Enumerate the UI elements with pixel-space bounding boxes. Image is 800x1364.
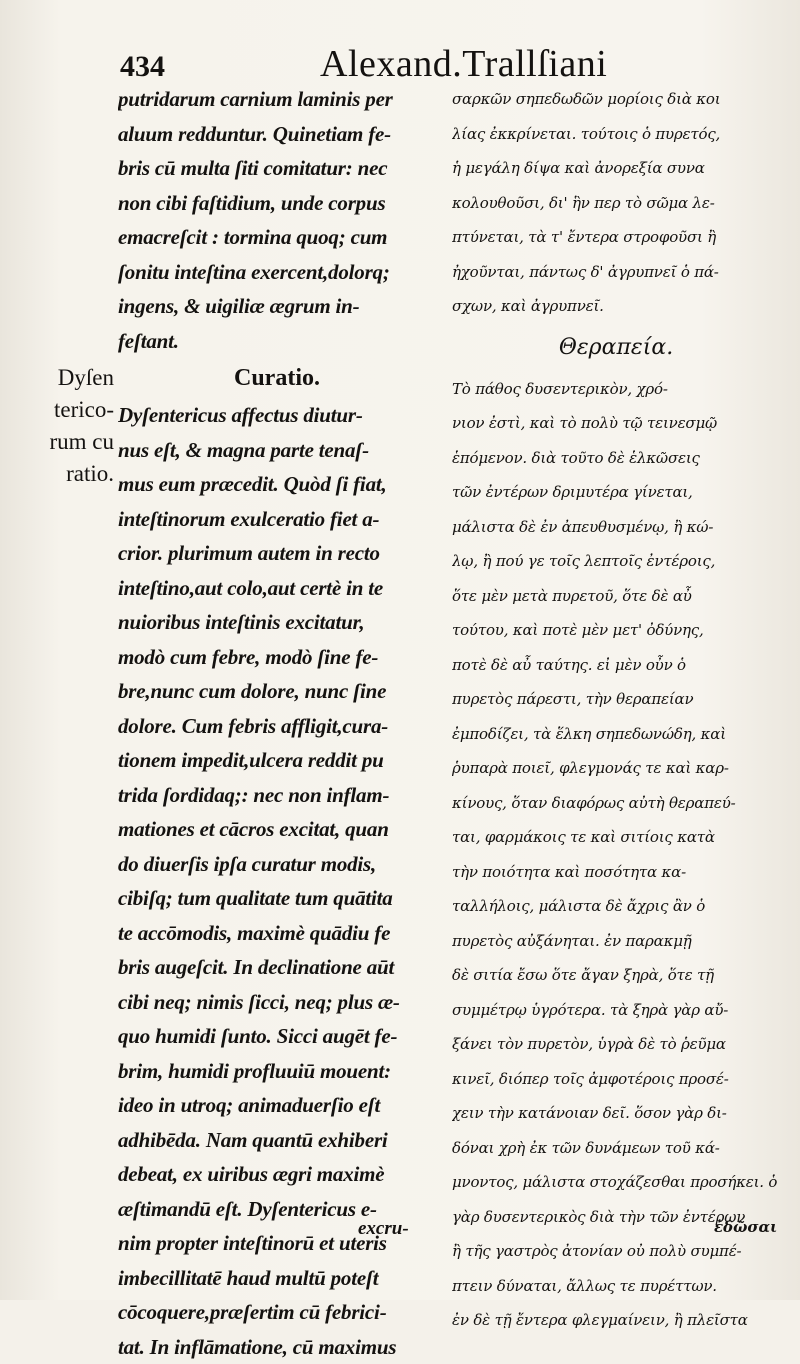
greek-text-line: γὰρ δυσεντερικὸς διὰ τὴν τῶν ἐντέρων bbox=[452, 1200, 780, 1235]
latin-text-line: ideo in utroq; animaduerſio eſt bbox=[118, 1088, 436, 1123]
latin-text-line: do diuerſis ipſa curatur modis, bbox=[118, 847, 436, 882]
latin-text-line: modò cum febre, modò ſine fe- bbox=[118, 640, 436, 675]
greek-text-line: ταλλήλοις, μάλιστα δὲ ἄχρις ἂν ὁ bbox=[452, 889, 780, 924]
latin-text-line: cibi neq; nimis ſicci, neq; plus æ- bbox=[118, 985, 436, 1020]
greek-text-line: πυρετὸς αὐξάνηται. ἐν παρακμῇ bbox=[452, 924, 780, 959]
greek-text-line: πτύνεται, τὰ τ' ἔντερα στροφοῦσι ἢ bbox=[452, 220, 780, 255]
latin-text-line: trida ſordidaq;: nec non inflam- bbox=[118, 778, 436, 813]
greek-catchword: ἐδῶσαι bbox=[714, 1218, 777, 1236]
greek-text-line: ἡ μεγάλη δίψα καὶ ἀνορεξία συνα bbox=[452, 151, 780, 186]
greek-text-line: ἐν δὲ τῇ ἔντερα φλεγμαίνειν, ἢ πλεῖστα bbox=[452, 1303, 780, 1338]
greek-text-line: μάλιστα δὲ ἐν ἀπευθυσμένῳ, ἢ κώ- bbox=[452, 510, 780, 545]
greek-text-line: χειν τὴν κατάνοιαν δεῖ. ὅσον γὰρ δι- bbox=[452, 1096, 780, 1131]
greek-text-line: μνοντος, μάλιστα στοχάζεσθαι προσήκει. ὁ bbox=[452, 1165, 780, 1200]
greek-text-line: πτειν δύναται, ἄλλως τε πυρέττων. bbox=[452, 1269, 780, 1304]
latin-text-line: ingens, & uigiliæ ægrum in- bbox=[118, 289, 436, 324]
latin-text-line: bre,nunc cum dolore, nunc ſine bbox=[118, 674, 436, 709]
latin-text-line: imbecillitatē haud multū poteſt bbox=[118, 1261, 436, 1296]
margin-note-line: terico- bbox=[14, 394, 114, 426]
greek-text-column bbox=[452, 82, 780, 1338]
latin-text-line: Dyſentericus affectus diutur- bbox=[118, 398, 436, 433]
latin-catchword: excru- bbox=[358, 1218, 409, 1240]
greek-text-line: κίνους, ὅταν διαφόρως αὐτὴ θεραπεύ- bbox=[452, 786, 780, 821]
greek-paragraph-after bbox=[452, 372, 780, 1338]
latin-text-line: ſonitu inteſtina exercent,dolorq; bbox=[118, 255, 436, 290]
latin-paragraph-before bbox=[118, 82, 436, 358]
greek-text-line: λίας ἐκκρίνεται. τούτοις ὁ πυρετός, bbox=[452, 117, 780, 152]
latin-text-line: æſtimandū eſt. Dyſentericus e- bbox=[118, 1192, 436, 1227]
greek-text-line: ἑπόμενον. διὰ τοῦτο δὲ ἑλκῶσεις bbox=[452, 441, 780, 476]
margin-note-line: Dyſen bbox=[14, 362, 114, 394]
latin-text-line: non cibi faſtidium, unde corpus bbox=[118, 186, 436, 221]
latin-text-line: brim, humidi profluuiū mouent: bbox=[118, 1054, 436, 1089]
latin-text-line: nus eſt, & magna parte tenaſ- bbox=[118, 433, 436, 468]
latin-text-line: quo humidi ſunto. Sicci augēt fe- bbox=[118, 1019, 436, 1054]
greek-text-line: κινεῖ, διόπερ τοῖς ἀμφοτέροις προσέ- bbox=[452, 1062, 780, 1097]
greek-text-line: ῥυπαρὰ ποιεῖ, φλεγμονάς τε καὶ καρ- bbox=[452, 751, 780, 786]
latin-text-line: mus eum præcedit. Quòd ſi fiat, bbox=[118, 467, 436, 502]
greek-text-line: συμμέτρῳ ὑγρότερα. τὰ ξηρὰ γὰρ αὔ- bbox=[452, 993, 780, 1028]
latin-text-line: adhibēda. Nam quantū exhiberi bbox=[118, 1123, 436, 1158]
greek-text-line: ται, φαρμάκοις τε καὶ σιτίοις κατὰ bbox=[452, 820, 780, 855]
greek-text-line: πυρετὸς πάρεστι, τὴν θεραπείαν bbox=[452, 682, 780, 717]
latin-text-line: crior. plurimum autem in recto bbox=[118, 536, 436, 571]
greek-text-line: ἢ τῆς γαστρὸς ἀτονίαν οὐ πολὺ συμπέ- bbox=[452, 1234, 780, 1269]
greek-text-line: τούτου, καὶ ποτὲ μὲν μετ' ὀδύνης, bbox=[452, 613, 780, 648]
latin-text-line: bris cū multa ſiti comitatur: nec bbox=[118, 151, 436, 186]
greek-text-line: νιον ἐστὶ, καὶ τὸ πολὺ τῷ τεινεσμῷ bbox=[452, 406, 780, 441]
greek-text-line: λῳ, ἢ πού γε τοῖς λεπτοῖς ἐντέροις, bbox=[452, 544, 780, 579]
greek-text-line: Τὸ πάθος δυσεντερικὸν, χρό- bbox=[452, 372, 780, 407]
latin-section-heading: Curatio. bbox=[118, 358, 436, 398]
margin-note bbox=[14, 362, 114, 490]
margin-note-line: rum cu bbox=[14, 426, 114, 458]
latin-text-line: aluum redduntur. Quinetiam fe- bbox=[118, 117, 436, 152]
greek-text-line: ξάνει τὸν πυρετὸν, ὑγρὰ δὲ τὸ ῥεῦμα bbox=[452, 1027, 780, 1062]
greek-text-line: κολουθοῦσι, δι' ἣν περ τὸ σῶμα λε- bbox=[452, 186, 780, 221]
latin-text-line: cibiſq; tum qualitate tum quātita bbox=[118, 881, 436, 916]
latin-text-line: tat. In inflāmatione, cū maximus bbox=[118, 1330, 436, 1364]
latin-text-line: debeat, ex uiribus ægri maximè bbox=[118, 1157, 436, 1192]
latin-text-line: putridarum carnium laminis per bbox=[118, 82, 436, 117]
latin-text-line: emacreſcit : tormina quoq; cum bbox=[118, 220, 436, 255]
greek-text-line: ποτὲ δὲ αὖ ταύτης. εἰ μὲν οὖν ὁ bbox=[452, 648, 780, 683]
latin-text-line: bris augeſcit. In declinatione aūt bbox=[118, 950, 436, 985]
greek-text-line: ἠχοῦνται, πάντως δ' ἀγρυπνεῖ ὁ πά- bbox=[452, 255, 780, 290]
latin-text-line: te accōmodis, maximè quādiu fe bbox=[118, 916, 436, 951]
latin-text-line: nuioribus inteſtinis excitatur, bbox=[118, 605, 436, 640]
latin-text-line: feſtant. bbox=[118, 324, 436, 359]
greek-text-line: τὴν ποιότητα καὶ ποσότητα κα- bbox=[452, 855, 780, 890]
latin-text-line: mationes et cācros excitat, quan bbox=[118, 812, 436, 847]
greek-text-line: δὲ σιτία ἔσω ὅτε ἄγαν ξηρὰ, ὅτε τῇ bbox=[452, 958, 780, 993]
greek-text-line: σχων, καὶ ἀγρυπνεῖ. bbox=[452, 289, 780, 324]
latin-text-line: inteſtino,aut colo,aut certè in te bbox=[118, 571, 436, 606]
greek-text-line: ἐμποδίζει, τὰ ἕλκη σηπεδωνώδη, καὶ bbox=[452, 717, 780, 752]
latin-text-line: nim propter inteſtinorū et uteris bbox=[118, 1226, 436, 1261]
latin-text-line: tionem impedit,ulcera reddit pu bbox=[118, 743, 436, 778]
latin-text-line: dolore. Cum febris affligit,cura- bbox=[118, 709, 436, 744]
greek-text-line: σαρκῶν σηπεδωδῶν μορίοις διὰ κοι bbox=[452, 82, 780, 117]
greek-text-line: ὅτε μὲν μετὰ πυρετοῦ, ὅτε δὲ αὖ bbox=[452, 579, 780, 614]
greek-text-line: δόναι χρὴ ἐκ τῶν δυνάμεων τοῦ κά- bbox=[452, 1131, 780, 1166]
greek-section-heading: Θεραπεία. bbox=[452, 324, 780, 372]
page-number: 434 bbox=[120, 50, 165, 84]
latin-text-column bbox=[118, 82, 436, 1364]
latin-text-line: cōcoquere,præſertim cū febrici- bbox=[118, 1295, 436, 1330]
latin-text-line: inteſtinorum exulceratio fiet a- bbox=[118, 502, 436, 537]
margin-note-line: ratio. bbox=[14, 458, 114, 490]
greek-text-line: τῶν ἐντέρων δριμυτέρα γίνεται, bbox=[452, 475, 780, 510]
running-title: Alexand.Trallſiani bbox=[320, 42, 607, 86]
greek-paragraph-before bbox=[452, 82, 780, 324]
